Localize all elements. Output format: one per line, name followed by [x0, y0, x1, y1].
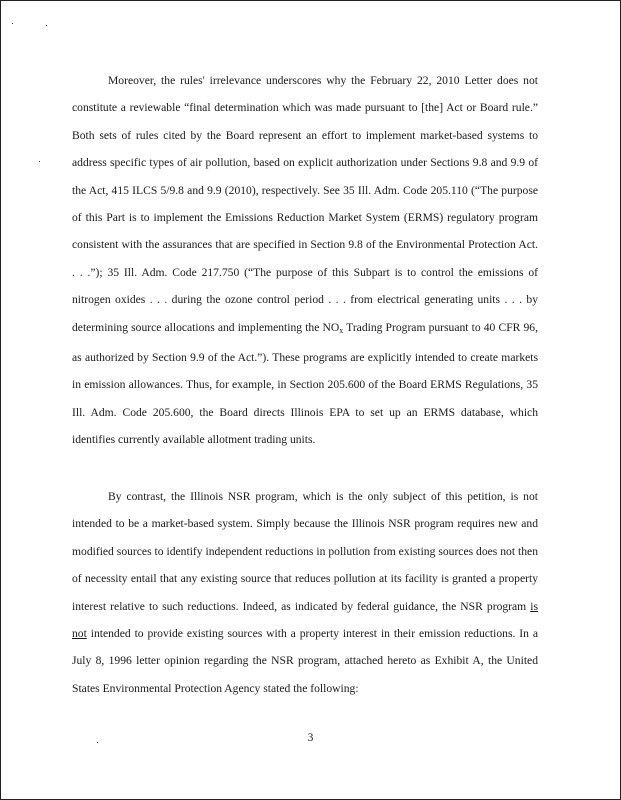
paragraph-1-text-a: Moreover, the rules' irrelevance underscores why the February 22, 2010 Letter does not constitute a reviewable “final determination which was made pursuant to [the] Act or Board rule.” Both sets of rules cited by the Board represent an effort to implement market-based systems to address specific types of air pollution, based on explicit authorization under Sections 9.8 and 9.9 of the Act, 415 ILCS 5/9.8 and 9.9 (2010), respectively. See 35 Ill. Adm. Code 205.110 (“The purpose of this Part is to implement the Emissions Reduction Market System (ERMS) regulatory program consistent with the assurances that are specified in Section 9.8 of the Environmental Protection Act. . . .”); 35 Ill. Adm. Code 217.750 (“The purpose of this Subpart is to control the emissions of nitrogen oxides . . . during the ozone control period . . . from electrical generating units . . . by determining source allocations and implementing the NO	[72, 74, 538, 334]
body-paragraph-1	[72, 67, 538, 454]
scan-speck	[12, 23, 13, 24]
paragraph-2-text-a: By contrast, the Illinois NSR program, which is the only subject of this petition, is not intended to be a market-based system. Simply because the Illinois NSR program requires new and modified sources to identify independent reductions in pollution from existing sources does not then of necessity entail that any existing source that reduces pollution at its facility is granted a property interest relative to such reductions. Indeed, as indicated by federal guidance, the NSR program	[72, 490, 538, 613]
paragraph-1-text-b: Trading Program pursuant to 40 CFR 96, as authorized by Section 9.9 of the Act.”). These programs are explicitly intended to create markets in emission allowances. Thus, for example, in Section 205.600 of the Board ERMS Regulations, 35 Ill. Adm. Code 205.600, the Board directs Illinois EPA to set up an ERMS database, which identifies currently available allotment trading units.	[72, 320, 538, 447]
paragraph-2-underlined-text: is not	[72, 599, 538, 641]
paragraph-1-subscript: x	[339, 325, 344, 335]
scan-speck	[46, 25, 47, 26]
body-paragraph-2	[72, 483, 538, 702]
paragraph-2-text-b: intended to provide existing sources with a property interest in their emission reductions. In a July 8, 1996 letter opinion regarding the NSR program, attached hereto as Exhibit A, the United States Environmental Protection Agency stated the following:	[72, 627, 538, 695]
scan-speck	[39, 161, 40, 162]
page-number: 3	[307, 732, 314, 744]
